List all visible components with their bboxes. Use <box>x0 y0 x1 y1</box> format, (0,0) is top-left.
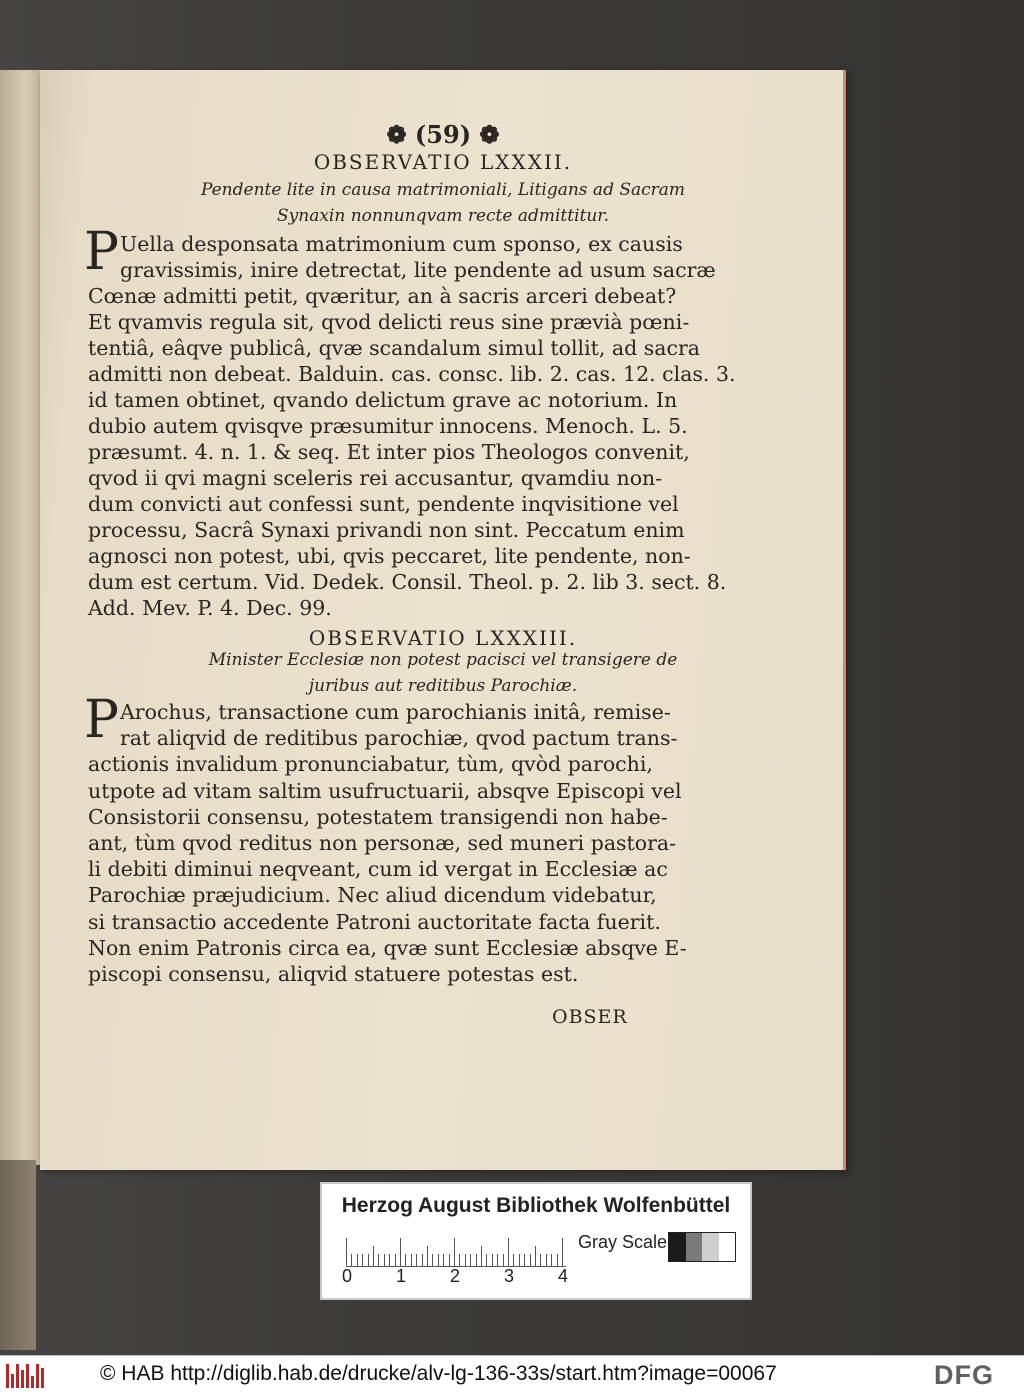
obs1-line: gravissimis, inire detrectat, lite pendente ad usum sacræ <box>120 258 716 282</box>
ruler-tick <box>346 1238 347 1266</box>
ruler-tick <box>405 1254 406 1266</box>
obs1-line: admitti non debeat. Balduin. cas. consc. lib. 2. cas. 12. clas. 3. <box>88 362 736 386</box>
ruler-tick <box>459 1254 460 1266</box>
scale-number-0: 0 <box>342 1266 353 1286</box>
obs2-line: actionis invalidum pronunciabatur, tùm, qvòd parochi, <box>88 752 653 777</box>
ruler-tick <box>486 1254 487 1266</box>
barcode-bar <box>41 1368 44 1388</box>
ruler-tick <box>524 1254 525 1266</box>
ruler-tick <box>535 1246 536 1266</box>
ruler-tick <box>551 1254 552 1266</box>
ruler-tick <box>503 1254 504 1266</box>
obs1-line: præsumt. 4. n. 1. & seq. Et inter pios Theologos convenit, <box>88 440 690 464</box>
observation-82-subtitle-line-1: Pendente lite in causa matrimoniali, Litigans ad Sacram <box>200 180 686 200</box>
barcode-icon <box>6 1362 46 1388</box>
footer-bar <box>0 1355 1024 1395</box>
obs2-line: Non enim Patronis circa ea, qvæ sunt Ecclesiæ absqve E- <box>88 935 687 960</box>
observation-83-heading: OBSERVATIO LXXXIII. <box>308 626 578 650</box>
observation-82-subtitle-line-2: Synaxin nonnunqvam recte admittitur. <box>277 206 609 226</box>
ruler-tick <box>508 1238 509 1266</box>
gray-scale-patches <box>668 1232 736 1262</box>
ruler-tick <box>362 1254 363 1266</box>
barcode-bar <box>11 1374 14 1388</box>
barcode-bar <box>6 1364 9 1388</box>
ruler-tick <box>454 1238 455 1266</box>
ruler-tick <box>378 1254 379 1266</box>
ruler-tick <box>373 1246 374 1266</box>
scale-number-3: 3 <box>504 1266 515 1286</box>
obs2-line: ant, tùm qvod reditus non personæ, sed muneri pastora- <box>88 831 677 855</box>
gray-patch <box>719 1233 736 1261</box>
ruler-tick <box>519 1254 520 1266</box>
ruler-tick <box>422 1254 423 1266</box>
observation-83-subtitle-line-2: juribus aut reditibus Parochiæ. <box>308 676 578 696</box>
ruler-tick <box>416 1254 417 1266</box>
barcode-bar <box>36 1364 39 1388</box>
obs2-line: utpote ad vitam saltim usufructuarii, absqve Episcopi vel <box>88 778 682 803</box>
observation-82-heading: OBSERVATIO LXXXII. <box>313 150 573 174</box>
ruler-tick <box>497 1254 498 1266</box>
obs2-line: rat aliqvid de reditibus parochiæ, qvod pactum trans- <box>120 726 678 751</box>
obs1-dropcap: P <box>84 222 119 282</box>
ruler-tick <box>443 1254 444 1266</box>
copyright-link[interactable]: © HAB http://diglib.hab.de/drucke/alv-lg-136-33s/start.htm?image=00067 <box>100 1362 777 1385</box>
ruler-tick <box>395 1254 396 1266</box>
ruler-tick <box>540 1254 541 1266</box>
obs1-line: id tamen obtinet, qvando delictum grave ac notorium. In <box>88 388 678 412</box>
gray-patch <box>702 1233 719 1261</box>
scale-number-1: 1 <box>396 1266 407 1286</box>
obs2-line: Arochus, transactione cum parochianis initâ, remise- <box>120 700 671 724</box>
ruler-tick <box>530 1254 531 1266</box>
color-scale-card <box>320 1182 752 1300</box>
obs1-line: agnosci non potest, ubi, qvis peccaret, lite pendente, non- <box>88 544 691 568</box>
obs2-line: li debiti diminui neqveant, cum id vergat in Ecclesiæ ac <box>88 857 668 882</box>
gray-scale-label: Gray Scale <box>578 1232 668 1252</box>
barcode-bar <box>21 1370 24 1388</box>
ruler-tick <box>557 1254 558 1266</box>
obs1-line: Add. Mev. P. 4. Dec. 99. <box>88 596 332 620</box>
scale-number-4: 4 <box>558 1266 569 1286</box>
ruler-tick <box>411 1254 412 1266</box>
obs1-line: Et qvamvis regula sit, qvod delicti reus sine prævià pœni- <box>88 310 690 334</box>
obs1-line: dum convicti aut confessi sunt, pendente inqvisitione vel <box>88 492 679 516</box>
obs1-line: dum est certum. Vid. Dedek. Consil. Theol. p. 2. lib 3. sect. 8. <box>88 570 727 594</box>
ruler-tick <box>465 1254 466 1266</box>
obs1-line: Cœnæ admitti petit, qværitur, an à sacris arceri debeat? <box>88 284 677 308</box>
ruler-tick <box>492 1254 493 1266</box>
ruler-tick <box>400 1238 401 1266</box>
ruler-tick <box>476 1254 477 1266</box>
book-page <box>40 70 846 1170</box>
obs2-line: Consistorii consensu, potestatem transigendi non habe- <box>88 804 668 829</box>
ruler-tick <box>427 1246 428 1266</box>
ruler-tick <box>546 1254 547 1266</box>
obs2-line: si transactio accedente Patroni auctoritate facta fuerit. <box>88 909 661 934</box>
catchword: OBSER <box>552 1006 628 1028</box>
obs2-line: piscopi consensu, aliqvid statuere potestas est. <box>88 962 579 986</box>
gray-patch <box>669 1233 686 1261</box>
obs2-dropcap: P <box>84 690 119 750</box>
dfg-logo: DFG <box>934 1360 994 1390</box>
obs1-line: tentiâ, eâqve publicâ, qvæ scandalum simul tollit, ad sacra <box>88 336 701 360</box>
gray-patch <box>686 1233 703 1261</box>
ruler-tick <box>389 1254 390 1266</box>
library-name: Herzog August Bibliothek Wolfenbüttel <box>341 1194 731 1217</box>
ruler-tick <box>481 1246 482 1266</box>
measurement-ruler <box>346 1236 566 1267</box>
ruler-tick <box>432 1254 433 1266</box>
obs2-line: Parochiæ præjudicium. Nec aliud dicendum videbatur, <box>88 883 657 908</box>
obs1-line: processu, Sacrâ Synaxi privandi non sint. Peccatum enim <box>88 518 685 542</box>
ruler-tick <box>351 1254 352 1266</box>
observation-83-subtitle-line-1: Minister Ecclesiæ non potest pacisci vel transigere de <box>208 650 678 670</box>
obs1-line: dubio autem qvisqve præsumitur innocens. Menoch. L. 5. <box>88 414 688 438</box>
scale-number-2: 2 <box>450 1266 461 1286</box>
ruler-tick <box>357 1254 358 1266</box>
ruler-tick <box>470 1254 471 1266</box>
page-number: ❁ (59) ❁ <box>386 120 500 149</box>
barcode-bar <box>31 1376 34 1388</box>
previous-page-edge <box>0 70 42 1165</box>
book-spine-edge <box>0 1160 36 1350</box>
ruler-tick <box>562 1238 563 1266</box>
ruler-tick <box>449 1254 450 1266</box>
ruler-tick <box>513 1254 514 1266</box>
barcode-bar <box>26 1364 29 1388</box>
obs1-line: qvod ii qvi magni sceleris rei accusantur, qvamdiu non- <box>88 466 663 490</box>
ruler-tick <box>368 1254 369 1266</box>
ruler-tick <box>438 1254 439 1266</box>
obs1-line: Uella desponsata matrimonium cum sponso, ex causis <box>120 232 683 256</box>
barcode-bar <box>16 1364 19 1388</box>
ruler-tick <box>384 1254 385 1266</box>
